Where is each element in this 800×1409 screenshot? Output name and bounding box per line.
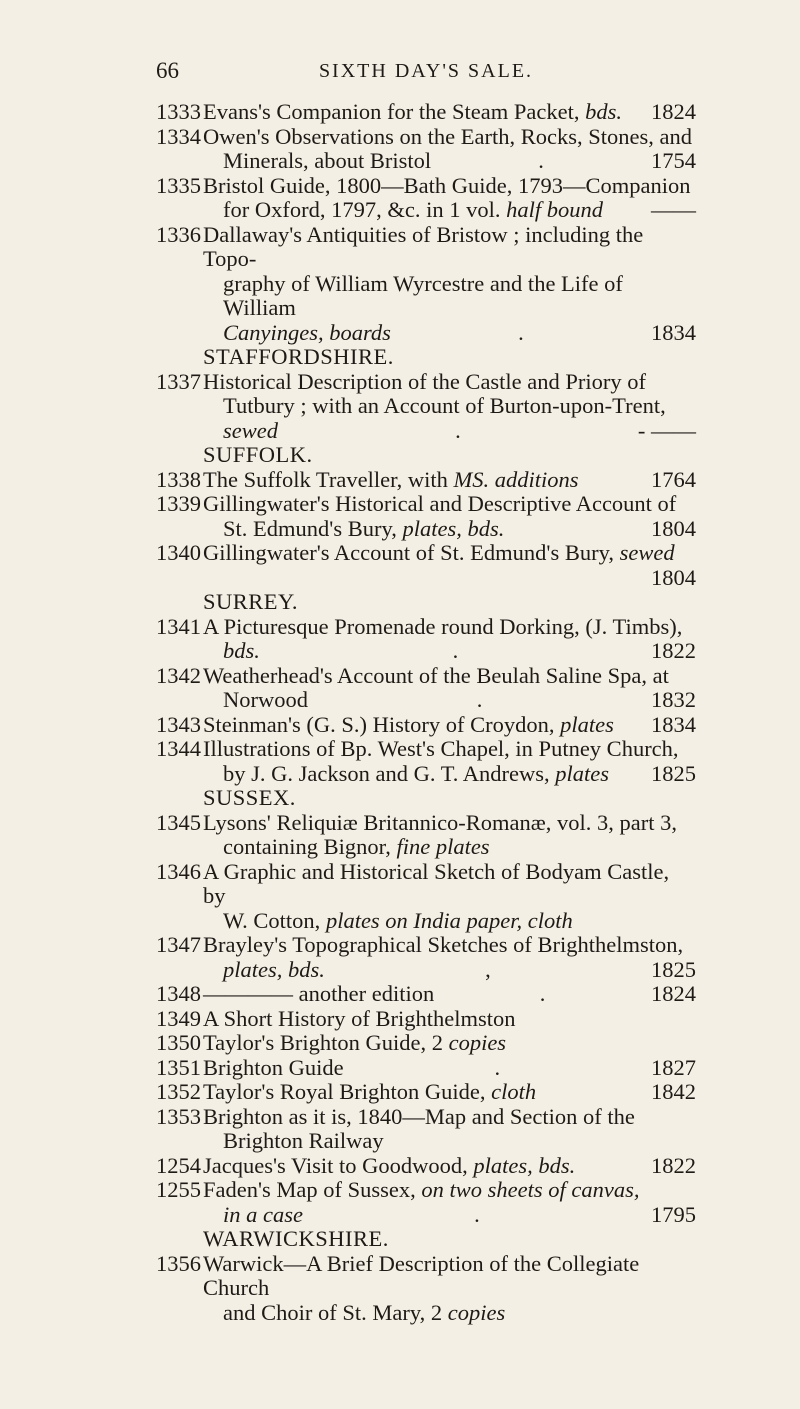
entry-title: A Picturesque Promenade round Dorking, (J. Timbs), xyxy=(203,613,683,639)
entry-line xyxy=(203,198,696,223)
lot-number: 1352 xyxy=(156,1079,201,1104)
entry-line xyxy=(203,909,696,934)
leader-dot: . xyxy=(539,981,546,1006)
catalogue-entry xyxy=(156,370,696,444)
entry-text xyxy=(223,1203,303,1228)
catalogue-entry xyxy=(156,1007,696,1032)
entry-text xyxy=(203,737,679,762)
entry-line xyxy=(203,1056,696,1081)
italic-note: copies xyxy=(448,1030,507,1055)
lot-number: 1340 xyxy=(156,540,201,565)
entry-line xyxy=(203,1080,696,1105)
entry-text xyxy=(223,198,603,223)
entry-text xyxy=(203,174,690,199)
lot-number: 1335 xyxy=(156,172,201,198)
entry-line xyxy=(203,1007,696,1032)
italic-note: plates, bds. xyxy=(223,956,325,982)
italic-note: plates on India paper, cloth xyxy=(325,907,573,933)
entry-text xyxy=(203,615,682,640)
lot-number: 1349 xyxy=(156,1005,201,1031)
entry-title: Weatherhead's Account of the Beulah Saline Spa, at xyxy=(203,662,669,688)
entry-line xyxy=(203,1105,696,1130)
catalogue-entry xyxy=(156,664,696,713)
italic-note: fine plates xyxy=(396,834,490,859)
catalogue-entry xyxy=(156,468,696,493)
lot-number: 1344 xyxy=(156,736,201,761)
catalogue-entry xyxy=(156,541,696,590)
italic-note: plates, bds. xyxy=(473,1152,576,1178)
entry-text xyxy=(203,223,696,272)
entry-line xyxy=(203,370,696,395)
italic-note: bds. xyxy=(585,99,622,124)
italic-note: bds. xyxy=(223,638,260,663)
entry-text xyxy=(203,982,434,1007)
entry-line xyxy=(203,1031,696,1056)
catalogue-entry xyxy=(156,1105,696,1154)
entry-text xyxy=(223,958,325,983)
leader-dot: . xyxy=(494,1054,501,1080)
catalogue-entry xyxy=(156,737,696,786)
entry-line xyxy=(203,272,696,321)
entry-text xyxy=(223,835,490,860)
italic-note: cloth xyxy=(491,1079,537,1104)
italic-note: sewed xyxy=(619,540,675,565)
section-heading: WARWICKSHIRE. xyxy=(203,1226,389,1251)
catalogue-entry xyxy=(156,615,696,664)
entry-date: 1842 xyxy=(651,1079,696,1104)
italic-note: plates xyxy=(560,711,614,737)
lot-number: 1254 xyxy=(156,1152,201,1178)
catalogue-entry xyxy=(156,713,696,738)
entry-line xyxy=(203,933,696,958)
section-heading: STAFFORDSHIRE. xyxy=(203,344,394,369)
entry-title: The Suffolk Traveller, with xyxy=(203,466,448,492)
entry-line xyxy=(203,664,696,689)
entry-line xyxy=(203,1252,696,1301)
entry-title: Taylor's Brighton Guide, 2 xyxy=(203,1030,443,1055)
entry-line xyxy=(203,762,696,787)
entry-title: Gillingwater's Historical and Descriptive Account of xyxy=(203,491,677,516)
entry-text xyxy=(223,1129,384,1154)
catalogue-entry xyxy=(156,100,696,125)
entry-date: 1825 xyxy=(651,760,696,786)
entry-text xyxy=(203,713,614,738)
entry-title: Brighton as it is, 1840—Map and Section of the xyxy=(203,1103,635,1129)
entry-text xyxy=(203,1056,344,1081)
entry-text xyxy=(203,1007,516,1032)
entry-text xyxy=(203,860,696,909)
entry-title: Brighton Guide xyxy=(203,1054,344,1080)
entry-text xyxy=(223,419,278,444)
entry-line xyxy=(203,737,696,762)
catalogue-entry xyxy=(156,982,696,1007)
entry-line xyxy=(203,811,696,836)
catalogue-entry xyxy=(156,1056,696,1081)
entry-title: by J. G. Jackson and G. T. Andrews, xyxy=(223,760,550,786)
entry-line xyxy=(203,149,696,174)
entry-line xyxy=(203,1178,696,1203)
catalogue-entry xyxy=(156,492,696,541)
entry-text xyxy=(203,370,646,395)
entry-line xyxy=(203,517,696,542)
lot-number: 1343 xyxy=(156,711,201,737)
entry-title: W. Cotton, xyxy=(223,907,321,933)
entry-date: 1824 xyxy=(651,99,696,124)
entry-text xyxy=(223,1301,505,1326)
leader-dot: . xyxy=(452,638,459,663)
entry-date: 1834 xyxy=(651,711,696,737)
lot-number: 1338 xyxy=(156,466,201,492)
entry-text xyxy=(203,1154,575,1179)
entry-line xyxy=(203,860,696,909)
entry-title: ———— another edition xyxy=(203,981,435,1006)
entry-line xyxy=(203,1154,696,1179)
entry-title: Gillingwater's Account of St. Edmund's Bury, xyxy=(203,540,614,565)
entry-title: Warwick—A Brief Description of the Collegiate Church xyxy=(203,1250,640,1300)
entry-text xyxy=(203,125,692,150)
entry-title: Owen's Observations on the Earth, Rocks, Stones, and xyxy=(203,123,692,149)
entry-line xyxy=(203,958,696,983)
entry-title: A Short History of Brighthelmston xyxy=(203,1005,516,1031)
entry-title: Brayley's Topographical Sketches of Brighthelmston, xyxy=(203,932,684,957)
catalogue-entry xyxy=(156,1080,696,1105)
catalogue-entry xyxy=(156,860,696,934)
lot-number: 1346 xyxy=(156,858,201,884)
entry-title: and Choir of St. Mary, 2 xyxy=(223,1299,443,1325)
entry-date: 1827 xyxy=(651,1054,696,1080)
entry-text xyxy=(203,1031,506,1056)
entry-line xyxy=(203,1301,696,1326)
catalogue-entry xyxy=(156,1252,696,1326)
entry-line xyxy=(203,1129,696,1154)
lot-number: 1351 xyxy=(156,1054,201,1080)
catalogue-list xyxy=(156,100,696,1325)
entry-title: Historical Description of the Castle and Priory of xyxy=(203,368,647,394)
italic-note: plates xyxy=(555,760,610,786)
leader-dot: , xyxy=(485,956,491,982)
italic-note: copies xyxy=(447,1299,506,1325)
entry-text xyxy=(203,1080,536,1105)
entry-line xyxy=(203,125,696,150)
entry-text xyxy=(203,1252,696,1301)
entry-line xyxy=(203,713,696,738)
leader-dot: . xyxy=(474,1201,480,1227)
catalogue-entry xyxy=(156,811,696,860)
entry-text xyxy=(223,517,504,542)
entry-date: 1764 xyxy=(651,466,696,492)
entry-text xyxy=(203,811,677,836)
leader-dot: . xyxy=(476,687,483,712)
entry-line xyxy=(203,541,696,566)
lot-number: 1356 xyxy=(156,1250,201,1276)
section-heading: SUSSEX. xyxy=(203,785,296,810)
entry-line xyxy=(203,321,696,346)
leader-dot: . xyxy=(455,417,461,443)
entry-dash: - —— xyxy=(637,417,696,443)
italic-note: sewed xyxy=(223,417,278,443)
italic-note: plates, bds. xyxy=(402,515,505,541)
entry-title: Illustrations of Bp. West's Chapel, in Putney Church, xyxy=(203,736,679,761)
italic-note: in a case xyxy=(223,1201,303,1227)
lot-number: 1337 xyxy=(156,368,201,394)
entry-date: 1824 xyxy=(651,981,696,1006)
entry-title: Dallaway's Antiquities of Bristow ; including the Topo- xyxy=(203,221,644,271)
entry-text xyxy=(203,541,675,566)
entry-text xyxy=(203,492,676,517)
entry-text xyxy=(223,272,696,321)
entry-date: 1822 xyxy=(651,1152,696,1178)
italic-note: on two sheets of canvas, xyxy=(421,1177,640,1202)
entry-line xyxy=(203,639,696,664)
lot-number: 1348 xyxy=(156,981,201,1006)
lot-number: 1347 xyxy=(156,932,201,957)
entry-text xyxy=(203,100,622,125)
entry-text xyxy=(223,909,573,934)
entry-text xyxy=(203,664,669,689)
entry-title: for Oxford, 1797, &c. in 1 vol. xyxy=(223,197,501,222)
section-heading: SURREY. xyxy=(203,589,298,614)
entry-title: containing Bignor, xyxy=(223,834,391,859)
catalogue-entry xyxy=(156,174,696,223)
entry-title: Jacques's Visit to Goodwood, xyxy=(203,1152,468,1178)
leader-dot: . xyxy=(538,148,544,173)
lot-number: 1341 xyxy=(156,613,201,639)
catalogue-entry xyxy=(156,1178,696,1227)
entry-text xyxy=(223,149,431,174)
entry-line xyxy=(203,615,696,640)
entry-date: 1834 xyxy=(650,319,696,345)
entry-dash: —— xyxy=(651,197,696,222)
entry-line xyxy=(203,835,696,860)
running-head: SIXTH DAY'S SALE. xyxy=(318,60,534,82)
entry-date: 1825 xyxy=(650,956,696,982)
entry-line xyxy=(203,419,696,444)
entry-date: 1804 xyxy=(651,564,696,590)
catalogue-entry xyxy=(156,125,696,174)
entry-title: Faden's Map of Sussex, xyxy=(203,1177,416,1202)
entry-text xyxy=(223,394,666,419)
italic-note: Canyinges, boards xyxy=(223,319,391,345)
lot-number: 1336 xyxy=(156,221,201,247)
leader-dot: . xyxy=(518,319,524,345)
catalogue-entry xyxy=(156,1154,696,1179)
entry-line xyxy=(203,688,696,713)
entry-line xyxy=(203,394,696,419)
entry-title: St. Edmund's Bury, xyxy=(223,515,397,541)
catalogue-entry xyxy=(156,223,696,346)
entry-title: Brighton Railway xyxy=(223,1128,384,1153)
lot-number: 1334 xyxy=(156,123,201,149)
entry-title: Lysons' Reliquiæ Britannico-Romanæ, vol. 3, part 3, xyxy=(203,809,678,835)
lot-number: 1353 xyxy=(156,1103,201,1129)
entry-date: 1822 xyxy=(650,638,696,663)
entry-text xyxy=(203,1105,635,1130)
section-heading: SUFFOLK. xyxy=(203,442,313,467)
entry-title: Taylor's Royal Brighton Guide, xyxy=(203,1079,486,1104)
lot-number: 1345 xyxy=(156,809,201,835)
entry-title: Tutbury ; with an Account of Burton-upon-Trent, xyxy=(223,393,666,418)
entry-text xyxy=(203,1178,640,1203)
entry-line xyxy=(203,1203,696,1228)
entry-title: Steinman's (G. S.) History of Croydon, xyxy=(203,711,555,737)
italic-note: half bound xyxy=(506,197,603,222)
lot-number: 1342 xyxy=(156,662,201,688)
entry-date: 1804 xyxy=(651,515,696,541)
entry-date: 1754 xyxy=(650,148,696,173)
entry-title: Minerals, about Bristol xyxy=(223,148,432,173)
entry-title: Norwood xyxy=(223,687,308,712)
entry-title: Bristol Guide, 1800—Bath Guide, 1793—Companion xyxy=(203,172,691,198)
entry-date: 1795 xyxy=(650,1201,696,1227)
catalogue-entry xyxy=(156,1031,696,1056)
entry-text xyxy=(203,933,683,958)
entry-text xyxy=(223,688,308,713)
entry-text xyxy=(223,321,391,346)
page-number: 66 xyxy=(156,58,179,83)
entry-text xyxy=(223,639,260,664)
entry-text xyxy=(223,762,609,787)
entry-title: graphy of William Wyrcestre and the Life of William xyxy=(223,270,623,320)
entry-line xyxy=(203,468,696,493)
entry-line xyxy=(203,492,696,517)
catalogue-entry xyxy=(156,933,696,982)
entry-line xyxy=(203,174,696,199)
entry-date: 1832 xyxy=(651,687,696,712)
lot-number: 1333 xyxy=(156,99,201,124)
entry-line xyxy=(203,223,696,272)
entry-text xyxy=(203,468,579,493)
entry-line xyxy=(203,982,696,1007)
lot-number: 1255 xyxy=(156,1177,201,1202)
entry-line xyxy=(203,100,696,125)
entry-title: A Graphic and Historical Sketch of Bodyam Castle, by xyxy=(203,858,670,908)
page-header xyxy=(156,58,696,92)
lot-number: 1350 xyxy=(156,1030,201,1055)
italic-note: MS. additions xyxy=(453,466,579,492)
entry-title: Evans's Companion for the Steam Packet, xyxy=(203,99,580,124)
lot-number: 1339 xyxy=(156,491,201,516)
